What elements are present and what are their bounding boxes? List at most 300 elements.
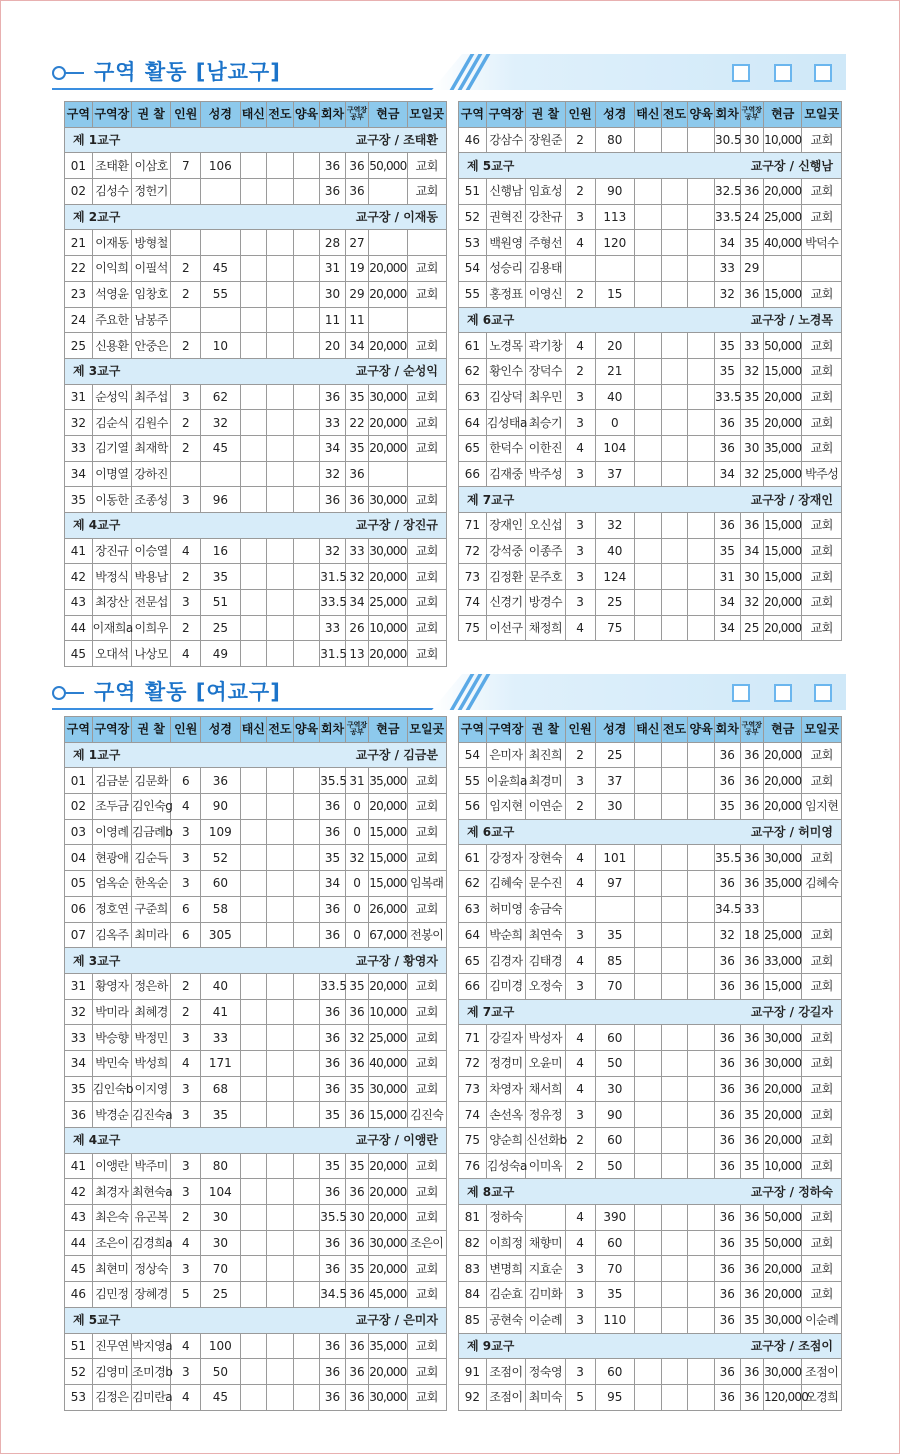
meeting-place-cell: 교회 — [802, 435, 842, 461]
bible-cell: 68 — [201, 1076, 240, 1102]
count-cell: 36 — [714, 1102, 740, 1128]
newcomer-cell — [240, 641, 267, 667]
members-cell: 2 — [565, 1128, 595, 1154]
offering-cell: 10,000 — [369, 999, 407, 1025]
leader-study-cell: 13 — [345, 641, 368, 667]
leader-cell: 강정자 — [486, 845, 525, 871]
members-cell: 2 — [171, 973, 201, 999]
district-no-cell: 34 — [65, 1050, 93, 1076]
table-row — [459, 1282, 842, 1308]
offering-cell: 30,000 — [369, 1076, 407, 1102]
members-cell: 6 — [171, 768, 201, 794]
offering-cell: 30,000 — [764, 1359, 802, 1385]
evangelism-cell — [267, 1359, 294, 1385]
bible-cell: 70 — [201, 1256, 240, 1282]
meeting-place-cell: 교회 — [407, 1050, 446, 1076]
table-row — [65, 1256, 447, 1282]
nurture-cell — [688, 1307, 715, 1333]
meeting-place-cell: 박주성 — [802, 461, 842, 487]
leader-study-cell: 30 — [740, 127, 763, 153]
table-row — [459, 1102, 842, 1128]
nurture-cell — [688, 410, 715, 436]
members-cell: 4 — [565, 948, 595, 974]
table-row — [459, 127, 842, 153]
offering-cell: 120,000 — [764, 1384, 802, 1410]
members-cell: 3 — [171, 845, 201, 871]
bible-cell: 90 — [595, 1102, 634, 1128]
newcomer-cell — [240, 435, 267, 461]
newcomer-cell — [635, 1256, 662, 1282]
bible-cell: 104 — [201, 1179, 240, 1205]
members-cell: 3 — [171, 1359, 201, 1385]
leader-cell: 황인수 — [486, 358, 525, 384]
section-header-men — [52, 52, 846, 90]
column-header: 인원 — [565, 102, 595, 128]
members-cell: 2 — [171, 564, 201, 590]
offering-cell: 15,000 — [369, 1102, 407, 1128]
leader-cell: 최경자 — [92, 1179, 131, 1205]
evangelism-cell — [661, 1359, 688, 1385]
column-header: 구역장 — [486, 102, 525, 128]
offering-cell: 15,000 — [369, 819, 407, 845]
offering-cell: 10,000 — [764, 1153, 802, 1179]
members-cell: 4 — [565, 1025, 595, 1051]
members-cell: 4 — [171, 1230, 201, 1256]
group-header — [65, 948, 447, 974]
count-cell: 35 — [320, 1153, 346, 1179]
column-header: 성경 — [595, 717, 634, 743]
group-header-row — [65, 1307, 447, 1333]
offering-cell: 20,000 — [764, 615, 802, 641]
assistant-cell: 남봉주 — [132, 307, 171, 333]
count-cell: 35 — [714, 358, 740, 384]
bible-cell: 45 — [201, 1384, 240, 1410]
members-cell: 3 — [565, 410, 595, 436]
column-header: 전도 — [267, 102, 294, 128]
table-row — [65, 922, 447, 948]
table-row — [459, 1050, 842, 1076]
bible-cell: 171 — [201, 1050, 240, 1076]
bible-cell: 49 — [201, 641, 240, 667]
count-cell: 36 — [320, 1359, 346, 1385]
table-row — [65, 307, 447, 333]
group-header-row — [65, 513, 447, 539]
column-header: 구역장 공부 — [740, 717, 763, 743]
leader-cell: 손선옥 — [486, 1102, 525, 1128]
district-no-cell: 85 — [459, 1307, 487, 1333]
table-row — [459, 435, 842, 461]
members-cell: 3 — [565, 1359, 595, 1385]
table-row — [65, 564, 447, 590]
table-row — [65, 1333, 447, 1359]
leader-study-cell: 36 — [345, 1359, 368, 1385]
bible-cell: 25 — [595, 590, 634, 616]
table-row — [459, 358, 842, 384]
count-cell: 31.5 — [320, 641, 346, 667]
evangelism-cell — [267, 641, 294, 667]
evangelism-cell — [661, 538, 688, 564]
evangelism-cell — [661, 1205, 688, 1231]
leader-cell: 김민정 — [92, 1282, 131, 1308]
table-row — [459, 896, 842, 922]
offering-cell: 25,000 — [369, 1025, 407, 1051]
column-header: 현금 — [369, 717, 407, 743]
assistant-cell: 오정숙 — [526, 973, 565, 999]
count-cell: 36 — [714, 1025, 740, 1051]
table-row — [459, 794, 842, 820]
column-header: 모일곳 — [802, 717, 842, 743]
evangelism-cell — [661, 768, 688, 794]
district-table-women-right — [458, 716, 842, 1411]
column-header: 현금 — [369, 102, 407, 128]
assistant-cell: 박용남 — [132, 564, 171, 590]
bible-cell: 35 — [201, 1102, 240, 1128]
evangelism-cell — [267, 1282, 294, 1308]
nurture-cell — [293, 871, 320, 897]
count-cell: 34.5 — [320, 1282, 346, 1308]
members-cell: 4 — [565, 845, 595, 871]
count-cell: 32 — [714, 281, 740, 307]
leader-cell: 한덕수 — [486, 435, 525, 461]
district-no-cell: 75 — [459, 1128, 487, 1154]
nurture-cell — [688, 948, 715, 974]
nurture-cell — [688, 538, 715, 564]
bible-cell: 30 — [201, 1205, 240, 1231]
column-header: 회차 — [714, 102, 740, 128]
nurture-cell — [293, 1153, 320, 1179]
evangelism-cell — [267, 179, 294, 205]
district-no-cell: 32 — [65, 999, 93, 1025]
count-cell: 36 — [320, 487, 346, 513]
members-cell: 3 — [565, 590, 595, 616]
count-cell: 34.5 — [714, 896, 740, 922]
table-row — [65, 819, 447, 845]
meeting-place-cell: 교회 — [407, 564, 446, 590]
table-row — [65, 1076, 447, 1102]
column-header: 권 찰 — [132, 717, 171, 743]
offering-cell: 20,000 — [764, 794, 802, 820]
bible-cell: 32 — [201, 410, 240, 436]
leader-study-cell: 36 — [740, 513, 763, 539]
count-cell: 33.5 — [320, 973, 346, 999]
leader-study-cell: 30 — [345, 1205, 368, 1231]
evangelism-cell — [661, 281, 688, 307]
meeting-place-cell: 교회 — [407, 615, 446, 641]
count-cell: 36 — [320, 999, 346, 1025]
meeting-place-cell: 교회 — [802, 127, 842, 153]
newcomer-cell — [240, 153, 267, 179]
square-icon — [814, 684, 832, 702]
column-header: 현금 — [764, 102, 802, 128]
district-no-cell: 01 — [65, 768, 93, 794]
nurture-cell — [293, 435, 320, 461]
district-no-cell: 92 — [459, 1384, 487, 1410]
members-cell: 2 — [171, 999, 201, 1025]
meeting-place-cell: 교회 — [802, 538, 842, 564]
nurture-cell — [688, 1230, 715, 1256]
members-cell: 4 — [171, 641, 201, 667]
district-no-cell: 23 — [65, 281, 93, 307]
count-cell: 31 — [714, 564, 740, 590]
table-row — [459, 871, 842, 897]
count-cell: 36 — [714, 435, 740, 461]
leader-cell: 김재중 — [486, 461, 525, 487]
leader-study-cell: 36 — [740, 1128, 763, 1154]
group-header — [459, 999, 842, 1025]
assistant-cell: 이승열 — [132, 538, 171, 564]
bible-cell: 60 — [595, 1359, 634, 1385]
count-cell: 35.5 — [320, 768, 346, 794]
newcomer-cell — [240, 1179, 267, 1205]
count-cell: 35 — [714, 794, 740, 820]
meeting-place-cell: 교회 — [802, 615, 842, 641]
meeting-place-cell: 교회 — [407, 641, 446, 667]
count-cell: 36 — [714, 1128, 740, 1154]
leader-cell: 김옥주 — [92, 922, 131, 948]
leader-study-cell: 35 — [345, 1076, 368, 1102]
members-cell: 3 — [171, 1076, 201, 1102]
square-icon — [814, 64, 832, 82]
members-cell: 3 — [565, 1307, 595, 1333]
meeting-place-cell: 교회 — [407, 410, 446, 436]
leader-cell: 김인숙b — [92, 1076, 131, 1102]
bible-cell: 96 — [201, 487, 240, 513]
square-icon — [732, 684, 750, 702]
members-cell: 2 — [171, 256, 201, 282]
newcomer-cell — [240, 871, 267, 897]
count-cell: 35 — [714, 333, 740, 359]
nurture-cell — [293, 1256, 320, 1282]
district-no-cell: 04 — [65, 845, 93, 871]
leader-cell: 박민숙 — [92, 1050, 131, 1076]
evangelism-cell — [267, 1102, 294, 1128]
assistant-cell: 이필석 — [132, 256, 171, 282]
leader-study-cell: 0 — [345, 871, 368, 897]
bible-cell: 40 — [595, 538, 634, 564]
leader-study-cell: 36 — [345, 153, 368, 179]
nurture-cell — [293, 1050, 320, 1076]
assistant-cell: 최주섭 — [132, 384, 171, 410]
evangelism-cell — [661, 615, 688, 641]
assistant-cell: 정은하 — [132, 973, 171, 999]
leader-cell: 순성익 — [92, 384, 131, 410]
column-header: 구역장 공부 — [740, 102, 763, 128]
nurture-cell — [688, 896, 715, 922]
table-row — [65, 999, 447, 1025]
leader-study-cell: 36 — [345, 1282, 368, 1308]
members-cell: 4 — [171, 1333, 201, 1359]
leader-study-cell: 36 — [345, 1102, 368, 1128]
district-no-cell: 56 — [459, 794, 487, 820]
leader-cell: 김순식 — [92, 410, 131, 436]
newcomer-cell — [635, 333, 662, 359]
leader-study-cell: 35 — [740, 1230, 763, 1256]
evangelism-cell — [661, 590, 688, 616]
bible-cell: 75 — [595, 615, 634, 641]
evangelism-cell — [661, 204, 688, 230]
leader-cell: 이동한 — [92, 487, 131, 513]
leader-study-cell: 35 — [345, 1256, 368, 1282]
assistant-cell: 최우민 — [526, 384, 565, 410]
newcomer-cell — [635, 1230, 662, 1256]
meeting-place-cell: 교회 — [802, 204, 842, 230]
meeting-place-cell — [802, 896, 842, 922]
leader-cell: 석영윤 — [92, 281, 131, 307]
newcomer-cell — [635, 1076, 662, 1102]
meeting-place-cell: 교회 — [407, 973, 446, 999]
newcomer-cell — [240, 1384, 267, 1410]
group-leader: 교구장 / 은미자 — [355, 1313, 438, 1328]
district-no-cell: 54 — [459, 256, 487, 282]
count-cell: 36 — [714, 513, 740, 539]
group-header — [65, 127, 447, 153]
offering-cell: 50,000 — [764, 1230, 802, 1256]
column-header: 구역장 공부 — [345, 102, 368, 128]
nurture-cell — [293, 641, 320, 667]
evangelism-cell — [267, 1076, 294, 1102]
table-row — [65, 1282, 447, 1308]
nurture-cell — [688, 358, 715, 384]
column-header: 전도 — [267, 717, 294, 743]
column-header: 인원 — [171, 102, 201, 128]
column-header: 태신 — [635, 102, 662, 128]
leader-study-cell: 0 — [345, 896, 368, 922]
leader-study-cell: 35 — [345, 1153, 368, 1179]
meeting-place-cell: 교회 — [802, 1102, 842, 1128]
bible-cell: 33 — [201, 1025, 240, 1051]
offering-cell: 45,000 — [369, 1282, 407, 1308]
offering-cell — [764, 256, 802, 282]
members-cell: 4 — [565, 333, 595, 359]
evangelism-cell — [267, 1333, 294, 1359]
leader-study-cell: 19 — [345, 256, 368, 282]
meeting-place-cell: 오경희 — [802, 1384, 842, 1410]
district-no-cell: 51 — [65, 1333, 93, 1359]
district-no-cell: 32 — [65, 410, 93, 436]
bible-cell: 20 — [595, 333, 634, 359]
count-cell: 34 — [714, 590, 740, 616]
newcomer-cell — [635, 1384, 662, 1410]
table-row — [459, 845, 842, 871]
members-cell: 4 — [565, 435, 595, 461]
district-no-cell: 55 — [459, 768, 487, 794]
district-no-cell: 42 — [65, 1179, 93, 1205]
offering-cell: 20,000 — [369, 794, 407, 820]
group-header — [65, 1128, 447, 1154]
bible-cell — [201, 230, 240, 256]
nurture-cell — [688, 384, 715, 410]
leader-cell: 김상덕 — [486, 384, 525, 410]
leader-study-cell: 36 — [740, 281, 763, 307]
bible-cell: 21 — [595, 358, 634, 384]
nurture-cell — [293, 256, 320, 282]
assistant-cell — [526, 1205, 565, 1231]
district-no-cell: 71 — [459, 1025, 487, 1051]
newcomer-cell — [240, 230, 267, 256]
members-cell: 5 — [565, 1384, 595, 1410]
column-header: 성경 — [201, 102, 240, 128]
newcomer-cell — [240, 1205, 267, 1231]
evangelism-cell — [267, 999, 294, 1025]
assistant-cell: 박성자 — [526, 1025, 565, 1051]
evangelism-cell — [267, 615, 294, 641]
leader-cell: 최장산 — [92, 590, 131, 616]
group-header-row — [459, 1333, 842, 1359]
count-cell: 32 — [320, 461, 346, 487]
district-no-cell: 41 — [65, 1153, 93, 1179]
meeting-place-cell: 교회 — [407, 845, 446, 871]
meeting-place-cell: 교회 — [802, 513, 842, 539]
members-cell: 3 — [565, 461, 595, 487]
bible-cell — [595, 256, 634, 282]
members-cell: 2 — [565, 281, 595, 307]
leader-study-cell: 33 — [740, 333, 763, 359]
bible-cell: 113 — [595, 204, 634, 230]
assistant-cell: 최미숙 — [526, 1384, 565, 1410]
leader-cell: 장재인 — [486, 513, 525, 539]
group-header — [459, 307, 842, 333]
meeting-place-cell: 교회 — [802, 1153, 842, 1179]
bible-cell: 124 — [595, 564, 634, 590]
nurture-cell — [688, 564, 715, 590]
district-no-cell: 21 — [65, 230, 93, 256]
assistant-cell: 장혜경 — [132, 1282, 171, 1308]
count-cell: 36 — [320, 922, 346, 948]
bible-cell: 36 — [201, 768, 240, 794]
assistant-cell: 김인숙g — [132, 794, 171, 820]
offering-cell — [369, 230, 407, 256]
table-row — [459, 333, 842, 359]
members-cell — [171, 179, 201, 205]
group-name: 제 8교구 — [467, 1184, 515, 1199]
leader-study-cell: 30 — [740, 564, 763, 590]
evangelism-cell — [267, 487, 294, 513]
table-row — [65, 1205, 447, 1231]
leader-study-cell: 36 — [345, 1333, 368, 1359]
table-row — [459, 922, 842, 948]
assistant-cell: 강하진 — [132, 461, 171, 487]
meeting-place-cell: 교회 — [407, 1333, 446, 1359]
leader-study-cell: 22 — [345, 410, 368, 436]
column-header: 구역 — [65, 102, 93, 128]
bible-cell: 25 — [595, 742, 634, 768]
offering-cell: 50,000 — [369, 153, 407, 179]
nurture-cell — [293, 1384, 320, 1410]
offering-cell: 26,000 — [369, 896, 407, 922]
leader-cell: 김금분 — [92, 768, 131, 794]
assistant-cell: 곽기창 — [526, 333, 565, 359]
bible-cell: 50 — [595, 1050, 634, 1076]
count-cell: 36 — [320, 1333, 346, 1359]
meeting-place-cell: 교회 — [407, 768, 446, 794]
meeting-place-cell: 교회 — [407, 1025, 446, 1051]
nurture-cell — [688, 461, 715, 487]
members-cell: 2 — [171, 615, 201, 641]
members-cell: 3 — [171, 1179, 201, 1205]
assistant-cell: 나상모 — [132, 641, 171, 667]
meeting-place-cell: 교회 — [407, 538, 446, 564]
group-leader: 교구장 / 조점이 — [750, 1338, 833, 1353]
meeting-place-cell: 박덕수 — [802, 230, 842, 256]
members-cell: 4 — [565, 1050, 595, 1076]
district-no-cell: 03 — [65, 819, 93, 845]
group-header-row — [65, 1128, 447, 1154]
assistant-cell: 한옥순 — [132, 871, 171, 897]
meeting-place-cell: 교회 — [802, 1230, 842, 1256]
leader-study-cell: 32 — [740, 590, 763, 616]
assistant-cell: 구준희 — [132, 896, 171, 922]
members-cell: 3 — [565, 564, 595, 590]
